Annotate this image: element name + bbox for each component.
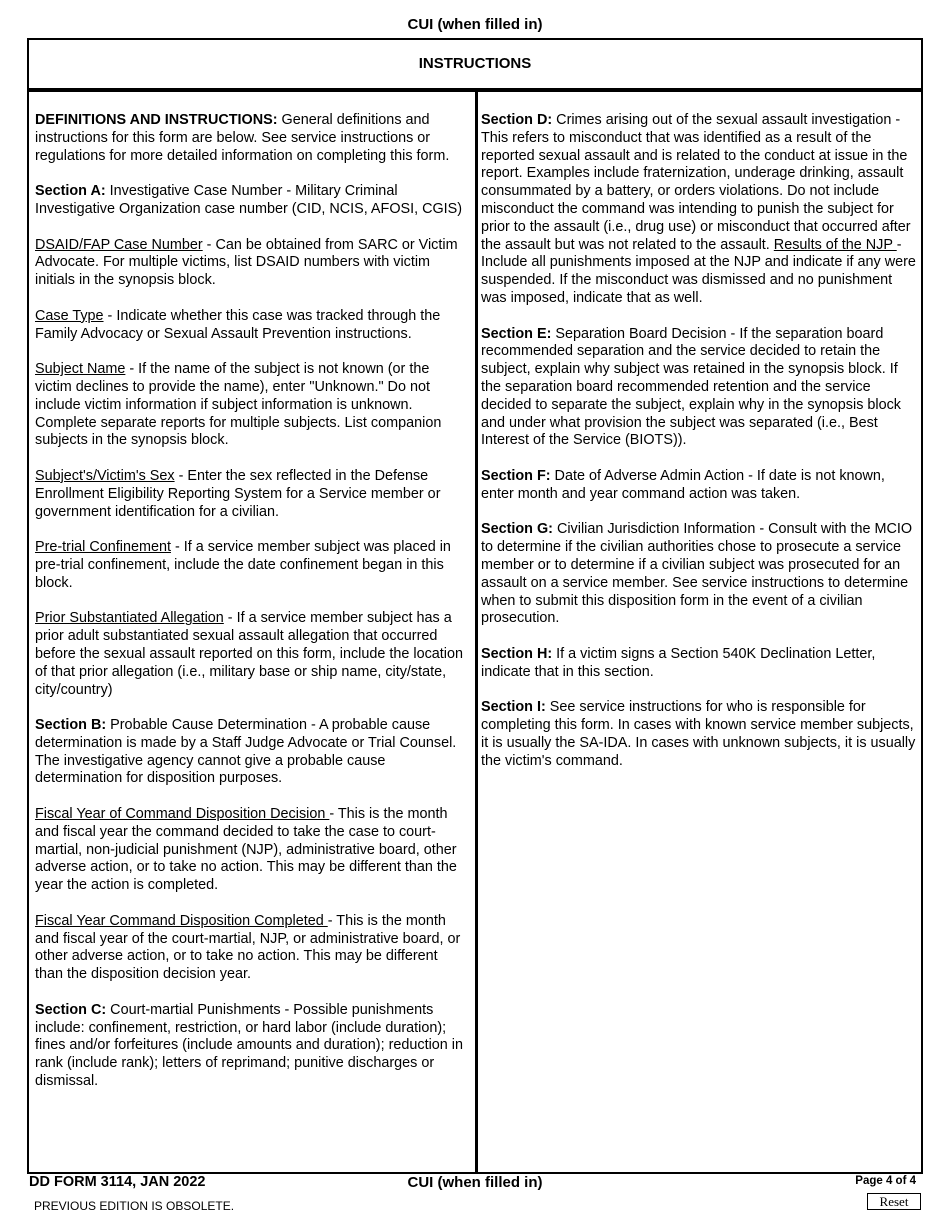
prior-allegation-text: - If a service member subject has a prior adult substantiated sexual assault allegation that occurred before the sexual assault reported on this form, include the location of that prior allegation (i.e., military base or ship name, city/state, city/country) [35, 610, 463, 698]
section-h-paragraph [481, 646, 917, 682]
section-f-text: Date of Adverse Admin Action - If date is not known, enter month and year command action was taken. [481, 467, 885, 502]
section-f-paragraph [481, 468, 917, 504]
definitions-heading: DEFINITIONS AND INSTRUCTIONS: [35, 112, 278, 128]
section-i-paragraph [481, 699, 917, 770]
reset-button[interactable]: Reset [867, 1193, 921, 1210]
section-e-heading: Section E: [481, 325, 552, 342]
fy-decision-heading: Fiscal Year of Command Disposition Decision [35, 806, 330, 823]
fy-decision-paragraph [35, 806, 469, 895]
definitions-paragraph [35, 112, 469, 165]
prior-allegation-paragraph [35, 610, 469, 699]
section-a-text: Investigative Case Number - Military Criminal Investigative Organization case number (CID, NCIS, AFOSI, CGIS) [35, 183, 463, 217]
section-a-heading: Section A: [35, 183, 106, 200]
fy-completed-paragraph [35, 913, 469, 984]
section-b-text: Probable Cause Determination - A probable cause determination is made by a Staff Judge Advocate or Trial Counsel. The investigative agency cannot give a probable cause determination for disposition purposes. [35, 717, 457, 787]
dsaid-heading: DSAID/FAP Case Number [35, 236, 203, 253]
left-column [35, 112, 469, 1109]
section-i-heading: Section I: [481, 699, 546, 716]
cui-footer: CUI (when filled in) [407, 1174, 543, 1191]
section-d-paragraph [481, 112, 917, 308]
fy-completed-heading: Fiscal Year Command Disposition Completed [35, 912, 328, 929]
subject-name-paragraph [35, 361, 469, 450]
section-g-text: Civilian Jurisdiction Information - Consult with the MCIO to determine if the civilian authorities chose to prosecute a service member or to determine if a civilian subject was prosecuted for an assault on a service member. See service instructions to determine when to submit this disposition form in the event of a civilian prosecution. [481, 521, 913, 627]
previous-edition-note: PREVIOUS EDITION IS OBSOLETE. [34, 1199, 235, 1213]
section-b-heading: Section B: [35, 717, 107, 734]
section-h-text: If a victim signs a Section 540K Declination Letter, indicate that in this section. [481, 645, 876, 680]
dsaid-paragraph [35, 237, 469, 290]
instructions-title: INSTRUCTIONS [29, 40, 921, 92]
page-number: Page 4 of 4 [855, 1175, 916, 1187]
case-type-heading: Case Type [35, 307, 104, 324]
njp-results-heading: Results of the NJP [773, 236, 897, 253]
subject-name-text: - If the name of the subject is not known (or the victim declines to provide the name), enter "Unknown." Do not include victim information if subject information is unknown. Complete separate reports for multiple subjects. List companion subjects in the synopsis block. [35, 361, 442, 449]
form-id: DD FORM 3114, JAN 2022 [29, 1174, 206, 1190]
case-type-paragraph [35, 308, 469, 344]
fy-completed-text: - This is the month and fiscal year of the court-martial, NJP, or administrative board, or other adverse action, or to take no action. This may be different than the disposition decision year. [35, 912, 461, 983]
sex-paragraph [35, 468, 469, 521]
section-a-paragraph [35, 183, 469, 219]
section-g-paragraph [481, 521, 917, 628]
definitions-text: General definitions and instructions for this form are below. See service instructions or regulations for more detailed information on completing this form. [35, 112, 450, 164]
fy-decision-text: - This is the month and fiscal year the command decided to take the case to court-martial, non-judicial punishment (NJP), administrative board, other adverse action, or to take no action. This may be different than the year the action is completed. [35, 806, 457, 894]
sex-text: - Enter the sex reflected in the Defense Enrollment Eligibility Reporting System for a Service member or government identification for a civilian. [35, 467, 441, 520]
section-c-heading: Section C: [35, 1001, 107, 1018]
section-i-text: See service instructions for who is responsible for completing this form. In cases with known service member subjects, it is usually the SA-IDA. In cases with unknown subjects, it is usually the victim's command. [481, 699, 916, 769]
section-g-heading: Section G: [481, 521, 553, 538]
section-e-text: Separation Board Decision - If the separation board recommended separation and the service decided to retain the subject, explain why subject was retained in the synopsis block. If the separation board recommended retention and the service decided to separate the subject, explain why in the synopsis block and under what provision the subject was separated (i.e., Best Interest of the Service (BIOTS)). [481, 325, 901, 449]
section-h-heading: Section H: [481, 645, 553, 662]
sex-heading: Subject's/Victim's Sex [35, 467, 175, 484]
right-column [481, 112, 917, 788]
pretrial-paragraph [35, 539, 469, 592]
dsaid-text: - Can be obtained from SARC or Victim Advocate. For multiple victims, list DSAID numbers with victim initials in the synopsis block. [35, 236, 458, 289]
section-e-paragraph [481, 326, 917, 451]
section-b-paragraph [35, 717, 469, 788]
pretrial-heading: Pre-trial Confinement [35, 539, 171, 556]
section-d-heading: Section D: [481, 112, 553, 128]
instructions-frame [27, 38, 923, 1174]
case-type-text: - Indicate whether this case was tracked through the Family Advocacy or Sexual Assault Prevention instructions. [35, 307, 441, 342]
pretrial-text: - If a service member subject was placed in pre-trial confinement, include the date confinement began in this block. [35, 539, 451, 591]
cui-header: CUI (when filled in) [407, 16, 543, 33]
section-f-heading: Section F: [481, 467, 551, 484]
section-d-text: Crimes arising out of the sexual assault investigation - This refers to misconduct that was identified as a result of the reported sexual assault and is related to the conduct at issue in the report. Examples include fraternization, underage drinking, assault consummated by a battery, or orders violations. Do not include misconduct the command was intending to punish the subject for prior to the assault (i.e., drug use) or misconduct that occurred after the assault but was not related to the assault. [481, 112, 911, 253]
subject-name-heading: Subject Name [35, 361, 126, 378]
section-c-paragraph [35, 1002, 469, 1091]
section-c-text: Court-martial Punishments - Possible punishments include: confinement, restriction, or hard labor (include duration); fines and/or forfeitures (include amounts and duration); reduction in rank (include rank); letters of reprimand; punitive discharges or dismissal. [35, 1001, 463, 1090]
column-divider [475, 92, 478, 1174]
njp-results-text: - Include all punishments imposed at the NJP and indicate if any were suspended. If the misconduct was dismissed and no punishment was imposed, indicate that as well. [481, 236, 916, 306]
prior-allegation-heading: Prior Substantiated Allegation [35, 610, 224, 627]
